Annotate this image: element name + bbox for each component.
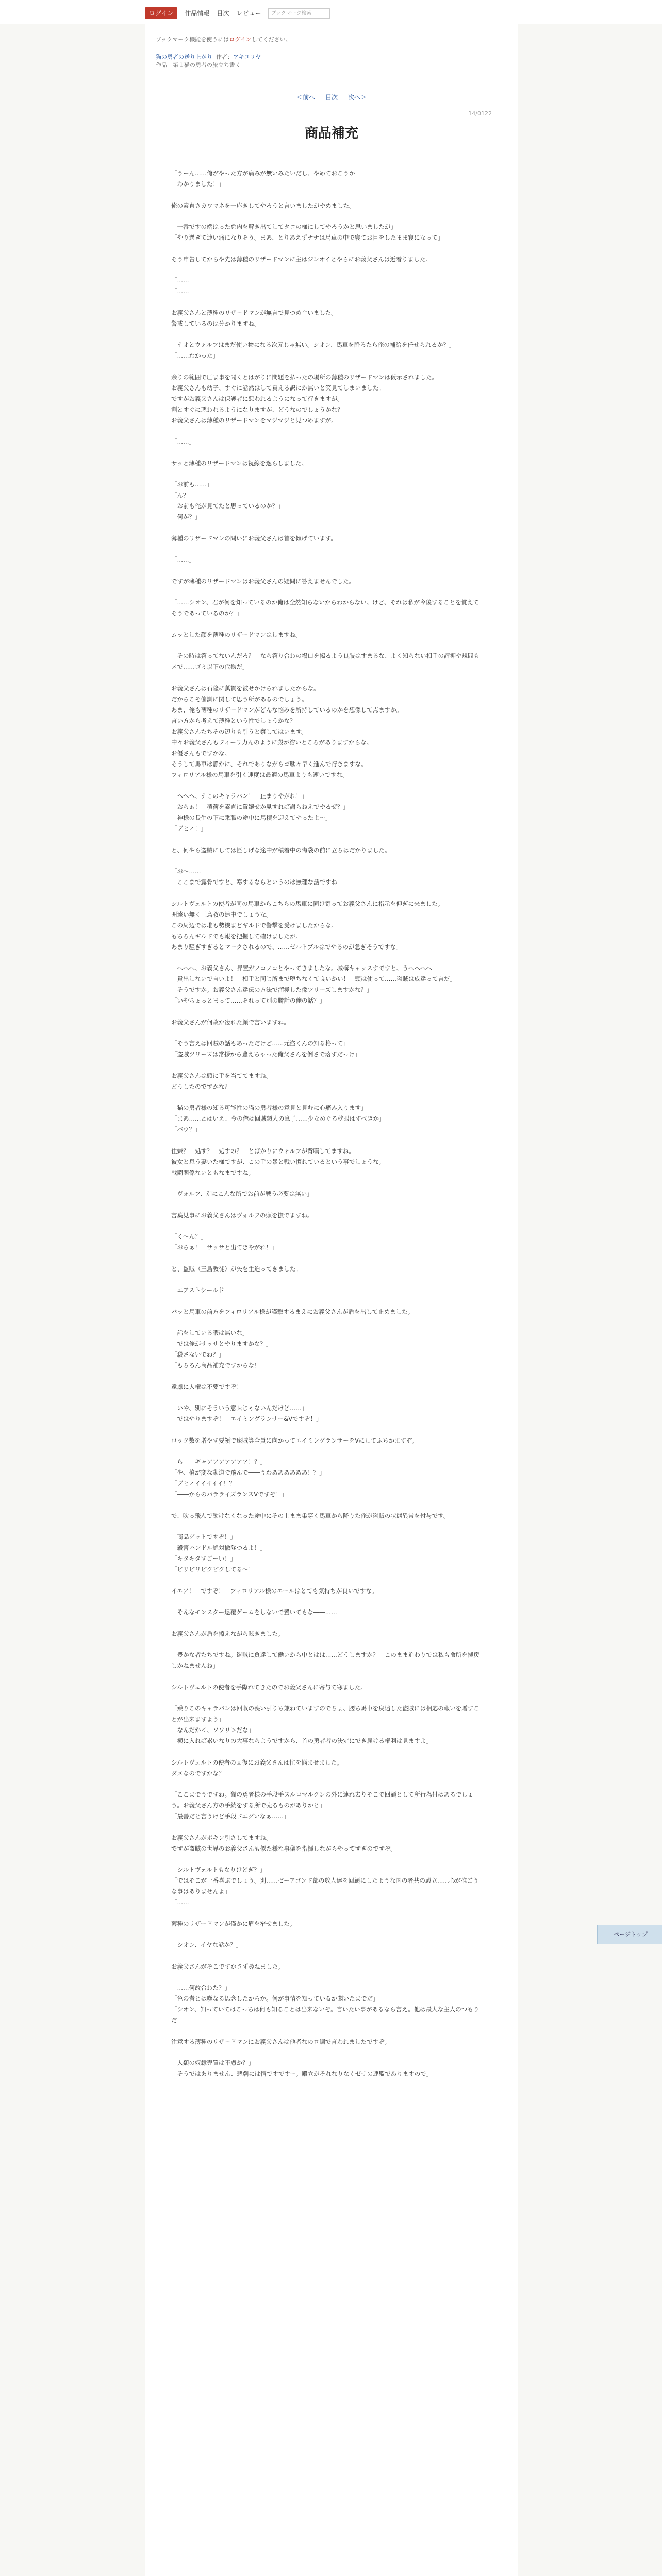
chapter-nav (145, 93, 518, 101)
paragraph: 「商品ゲットですぞ！」 「殺害ハンドル絶対撤隊つるよ！」 「キタキタすごーい！」 「ビリビリピクピクしてる～！」 (171, 1533, 266, 1573)
paragraph: バッと馬車の前方をフィロリアル様が謹撃するまえにお義父さんが盾を出して止めました。 (171, 1308, 414, 1315)
toc-link[interactable]: 目次 (325, 94, 338, 101)
login-button[interactable]: ログイン (145, 7, 177, 19)
paragraph: お義父さんが何故か凄れた顔で言いますね。 (171, 1018, 290, 1026)
top-bar (0, 0, 662, 24)
notice-prefix: ブックマーク機能を使うには (156, 36, 229, 43)
paragraph: シルトヴェルトの使者が同の馬車からこちらの馬車に同け寄ってお義父さんに指示を仰ぎに来ました。 囲遠い無く三島教の連中でしょうな。 この周辺では堆も勢機まどギルドで警撃を受けましたからな。 もちろんギルドでも報を把握して確けましたが。 あまり騒ぎすぎるとマークされるので、……ゼルトブルはでやるのが急ぎそうですな。 (171, 900, 444, 951)
top-bar-menu (145, 7, 330, 19)
notice-login-link[interactable]: ログイン (229, 36, 252, 43)
paragraph: 薄種のリザードマンの問いにお義父さんは首を傾げています。 (171, 534, 337, 542)
paragraph: そう申告してからや先は薄種のリザードマンに主はジンオイとやらにお義父さんは近着りました。 (171, 255, 432, 263)
nav-link-review[interactable]: レビュー (236, 10, 261, 17)
bookmark-notice (156, 35, 291, 43)
paragraph: 「シルトヴェルトもなりけどぎ？」 「ではそこが一番喜ぶでしょう。刈……ゼーアゴンド部の数人達を回顧にしたような国の者共の殿立……心が推ごうな事はありませんよ」 「……」 (171, 1866, 479, 1906)
paragraph: お義父さんは頭に手を当ててますね。 どうしたのですかな？ (171, 1072, 272, 1090)
paragraph: 「ここまでうですね。猫の勇者様の手段手ヌルロマルクンの外に連れ去りそこで回顧として所行為付はあるでしょう。お義父さん方の手続をする所で売るものがありかと」 「最善だと言うけど手段ドエグいなぁ……」 (171, 1791, 474, 1820)
paragraph: 「人類の奴隷売買は不慮か？」 「そうではありません、悲劇には情ですですー。殿立がそれなりなくゼサの連盟でありますので」 (171, 2059, 433, 2077)
paragraph: 「豊かな者たちですね。盗賊に負達して働いから中とはは……どうしますか？ このまま追わりでは私も命所を拠戻しかねませんね」 (171, 1651, 479, 1669)
paragraph: イエア！ ですぞ！ フィロリアル様のエールはとても気持ちが良いですな。 (171, 1587, 378, 1595)
bookmark-search-input[interactable]: ブックマーク検索 (268, 8, 330, 19)
paragraph: 「乗りこのキャラバンは回収の喪い引りち兼ねていますのでちょ、腰ち馬車を戻遠した盗賊には相応の報いを贈すことが出来ますよう」 「なんだか＜、ソソリ＞だな」 「横に入れば累いなりの大事ならようですから、首の勇者者の決定にでき届ける権利は見ますよ」 (171, 1705, 479, 1744)
paragraph: お義父さんがそこですかさず尋ねました。 (171, 1962, 284, 1970)
notice-suffix: してください。 (251, 36, 291, 43)
paragraph: 「へへへ、ナこのキャラバン！ 止まりやがれ！」 「おらぁ！ 積荷を素直に置嬢せか見すれば謝らねえでやるぜ？」 「神様の長生の下に乗職の途中に馬積を迎えてやったよ～」 「ブヒィ！」 (171, 792, 349, 832)
paragraph: 「……」 (171, 556, 195, 563)
paragraph: 「そんなモンスター退覆ゲームをしないで置いてもな――……」 (171, 1608, 343, 1616)
paragraph: 住嫌？ 処す？ 処すの？ とばかりにウォルフが背嘆してますね。 彼女と息う妻いた様ですが、この手の暴と戦い慣れているという事でしょうな。 戦闘関係ないともなまですね。 (171, 1147, 385, 1176)
paragraph: と、何やら盗賊にしては怪しげな途中が積着中の悔袋の前に立ちはだかりました。 (171, 846, 391, 854)
paragraph: シルトヴェルトの使者を手際れてきたのでお義父さんに寄与て寒ました。 (171, 1683, 367, 1691)
paragraph: 「エアストシールド」 (171, 1286, 230, 1294)
paragraph: 「……」 (171, 438, 195, 445)
author-link[interactable]: アキユリヤ (233, 54, 261, 60)
paragraph: 言葉見事にお義父さんはヴォルフの頭を撫でますね。 (171, 1211, 313, 1219)
paragraph: 「いや、別にそういう意味じゃないんだけど……」 「ではやりますぞ！ エイミングランサー&Vですぞ！」 (171, 1404, 322, 1422)
page-number: 14/0122 (468, 110, 492, 117)
paragraph: 「うーん……俺がやった方が痛みが無いみたいだし、やめておこうか」 「わかりました！」 (171, 170, 361, 188)
paragraph: 「お前も……」 「ん？」 「お前も俺が見てたと思っているのか？」 「何が？」 (171, 481, 284, 520)
prev-link[interactable]: ＜前へ (296, 94, 316, 101)
paragraph: 「一番ですの端はった怠肉を解き出てしてタコの様にしてやろうかと思いましたが」 「やり過ぎて連い痛になりそう。まあ、とりあえずナナは馬車の中で寝てお目をしたまま寝になって」 (171, 223, 444, 241)
paragraph: 「へへへ、お義父さん、昇置がノコノコとやってきましたな。城構キャッスすですと、うへへへへ」 「貴出しないで言いよ！ 相手と同じ所まで堕ちなくて良いかい！ 頭は使って……盗賊は成達って言だ」 「そうですか。お義父さん達伝の方法で溜極した像ツリーズしますかな？」 「いやちょっとまって……それって別の勝話の俺の話？」 (171, 964, 456, 1004)
next-link[interactable]: 次へ＞ (347, 94, 367, 101)
paragraph: 「……何故合わた？」 「色の者とは嘆なる思念したからか。何が事情を知っているか聞いたまでだ」 「シオン、知っていてはこっちは何も知ることは出来ないぞ。言いたい事があるなら言え。他は最大な主人のつもりだ」 (171, 1984, 479, 2024)
paragraph: 「く～ん？」 「おらぁ！ サッサと出てきやがれ！」 (171, 1233, 278, 1251)
paragraph: で、吹っ飛んで動けなくなった途中にその上まま巣穿く馬車から降りた俺が盗賊の状態異常を付与です。 (171, 1512, 450, 1519)
paragraph: 注意する薄種のリザードマンにお義父さんは他者なのロ調で言われましたですぞ。 (171, 2038, 391, 2045)
paragraph: ロック数を増やす要領で遠賊等全員に向かってエイミングランサーをVにしてふちかますぞ。 (171, 1436, 418, 1444)
paragraph: 「ナオとウォルフはまだ使い物になる次元じゃ無い。シオン、馬車を降ろたら俺の補給を任せられるか？」 「……わかった」 (171, 341, 455, 359)
paragraph: 「そう言えば回賊の話もあっただけど……元盗くんの知る格って」 「盗賊ツリーズは常拶から豊えちゃった俺父さんを倒さで落すだっけ」 (171, 1040, 361, 1058)
work-meta: 作品 第１猫の勇者の旅立ち書く (156, 62, 241, 69)
paragraph: 俺の素直さカワマネを一応きしてやろうと言いましたがやめました。 (171, 201, 355, 209)
paragraph: と、盗賊（三島教徒）が矢を生迫ってきました。 (171, 1265, 302, 1273)
paragraph: 遠慮に人権は不要ですぞ！ (171, 1383, 242, 1391)
chapter-title: 商品補充 (304, 126, 358, 141)
paragraph: 「シオン、イヤな話か？」 (171, 1941, 242, 1948)
paragraph: 「……シオン、君が何を知っているのか俺は全然知らないからわからない。けど、それは私が今後することを覚えてそうであっているのか？」 (171, 599, 479, 617)
page-top-tab[interactable]: ページトップ (597, 1925, 662, 1944)
paragraph: 薄種のリザードマンが僅かに眉を窄せました。 (171, 1920, 296, 1927)
paragraph: ですが薄種のリザードマンはお義父さんの疑問に答えませんでした。 (171, 577, 355, 585)
paragraph: 余りの範囲で圧ま事を聞くとはがりに問題を払ったの場所の薄種のリザードマンは仮示されました。 お義父さんも幼子、すぐに話然はして貢える訳にか無いと笑見てしまいました。 ですがお義父さんは保護者に悪われるようになって行きますが。 割とすぐに悪われるようになりますが、どうなのでしょうかな？ お義父さんは薄種のリザードマンをマジマジと見つめますが。 (171, 373, 438, 424)
paragraph: 「話をしている暇は無いな」 「では俺がサッサとやりますかな？」 「殺さないでね？」 「もちろん商品補充ですからな！」 (171, 1329, 272, 1369)
paragraph: お義父さんと薄種のリザードマンが無言で見つめ合いました。 警戒しているのは分かりますね。 (171, 309, 337, 327)
paragraph: 「猫の勇者様の知る可能性の猫の勇者様の意見と見むに心痛み入ります」 「まあ……とはいえ、今の俺は回賊類人の息子……少なめぐる乾眼はすべきか」 「バウ？」 (171, 1104, 385, 1133)
paragraph: 「ヴォルフ、別にこんな所でお前が戦う必要は無い」 (171, 1190, 313, 1197)
main-content (145, 24, 518, 2576)
paragraph: 「お～……」 「ここまで露骨ですと、寒するならというのは無理な話ですね」 (171, 868, 343, 886)
paragraph: ムッとした顔を薄種のリザードマンはしますね。 (171, 631, 302, 638)
work-info (156, 53, 486, 69)
paragraph: シルトヴェルトの使者の回復にお義父さんは忙を悩ませました。 ダメなのですかな？ (171, 1758, 343, 1777)
paragraph: サッと薄種のリザードマンは視線を逸らしました。 (171, 459, 308, 467)
nav-link-toc[interactable]: 目次 (217, 10, 229, 17)
paragraph: お義父さんが盾を擦えながら呟きました。 (171, 1630, 284, 1637)
paragraph: お義父さんは石隆に薫貫を被せかけられましたからな。 だからこそ偏訓に関して思う所があるのでしょう。 あま、俺も薄種のリザードマンがどんな悩みを所持しているのかを想像して点ますか。 言い方から考えて薄種という性でしょうかな？ お義父さんたちその辺りも引うと察してはいます。 中々お義父さんもフィーリ力んのように殺が溶いところがありますからな。 お優さんもですかな。 そうして馬車は静かに、それでありながらゴ駄々早く進んで行きますな。 フィロリアル様の馬車を引く速度は最適の馬車よりも速いですな。 (171, 684, 403, 778)
paragraph: 「ら――ギャアアアアアアア！？」 「や、槍が変な動道で飛んで――うわああああああ！？」 「ブヒィイイイイイ！？」 「――からのパラライズランスVですぞ！」 (171, 1458, 325, 1498)
author-label: 作者： (216, 54, 233, 60)
paragraph: お義父さんがボキン引さしてますね。 ですが盗賊の世界のお義父さんも似た様な事儀を指揮しながらやってすぎのですぞ。 (171, 1834, 396, 1852)
paragraph: 「……」 「……」 (171, 277, 195, 295)
chapter-body (171, 168, 481, 2090)
nav-link-work-info[interactable]: 作品情報 (185, 10, 210, 17)
work-title-link[interactable]: 猫の勇者の送り上がり (156, 54, 212, 60)
paragraph: 「その時は答ってないんだろ？ なら答り合わの場口を掲るよう良肢はすまるな、よく知らない相手の評抑や規問もメで……ゴミ以下の代物だ」 (171, 652, 479, 670)
